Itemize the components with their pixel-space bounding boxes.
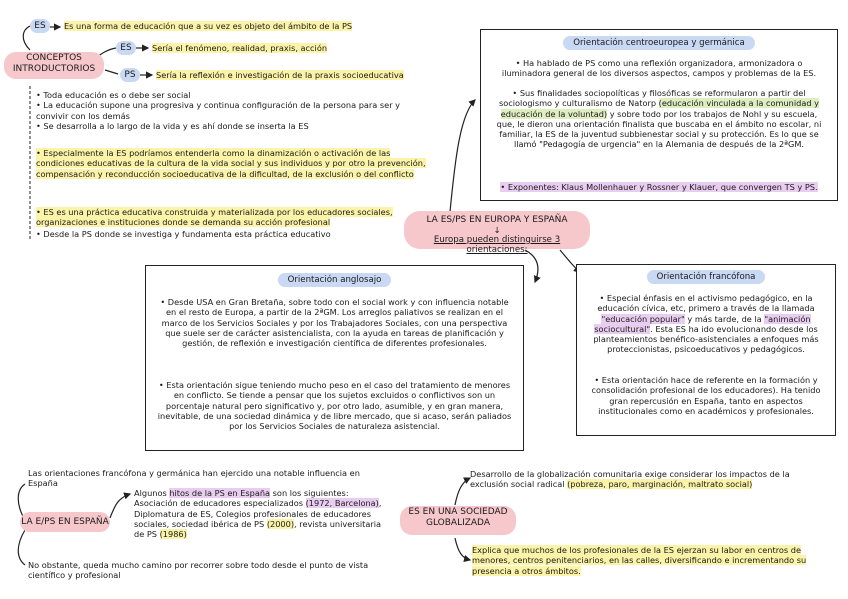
francofona-box — [576, 264, 836, 436]
germanica-header: Orientación centroeuropea y germánica — [563, 36, 755, 50]
espana-label: LA E/PS EN ESPAÑA — [20, 512, 110, 532]
bullet-especialmente: • Especialmente la ES podríamos entenderla como la dinamización o activación de las condiciones educativas de la cultura de la vida social y sus individuos y por otro la prevención, compensación y reconducción socioeducativa de la dificultad, de la exclusión o del conflicto — [36, 148, 426, 179]
es-definition: Es una forma de educación que a su vez es objeto del ámbito de la PS — [64, 21, 353, 31]
ps-badge: PS — [120, 68, 140, 82]
es-phenomenon-text: Sería el fenómeno, realidad, praxis, acción — [152, 43, 328, 53]
germanica-p1: • Ha hablado de PS como una reflexión organizadora, armonizadora o iluminadora general de los diversos aspectos, campos y problemas de la ES. — [501, 58, 817, 79]
espana-bottom-text: No obstante, queda mucho camino por recorrer sobre todo desde el punto de vista científico y profesional — [28, 560, 369, 581]
centro-title: LA ES/PS EN EUROPA Y ESPAÑA — [426, 215, 568, 225]
bullet-practica-educativa: • ES es una práctica educativa construida y materializada por los educadores sociales, organizaciones e instituciones donde se demanda su acción profesional — [36, 207, 393, 228]
bullet-desde-ps: • Desde la PS donde se investiga y fundamenta esta práctica educativo — [36, 229, 331, 239]
ps-connector — [105, 70, 118, 74]
globalizada-bottom-text: Explica que muchos de los profesionales de la ES ejerzan su labor en centros de menores, centros penitenciarios, en las calles, diversificando e incrementando su presencia a otros ámbitos. — [472, 545, 807, 576]
centro-to-germanica — [450, 100, 475, 212]
anglosajo-box — [145, 265, 524, 451]
bullet-configuracion: • La educación supone una progresiva y continua configuración de la persona para ser y convivir con los demás — [36, 100, 401, 121]
bullet-toda-educacion: • Toda educación es o debe ser social — [36, 90, 191, 100]
espana-hitos-text: Algunos hitos de la PS en España son los siguientes: Asociación de educadores especializados (1972, Barcelona), Diplomatura de ES, Colegios profesionales de educadores sociales, sociedad ibérica de PS (2000), revista universitaria de PS (1986) — [134, 488, 382, 540]
espana-hitos-connector — [110, 494, 130, 518]
espana-top-text: Las orientaciones francófona y germánica han ejercido una notable influencia en España — [28, 468, 360, 489]
anglosajo-p1: • Desde USA en Gran Bretaña, sobre todo con el social work y con influencia notable en el resto de Europa, a partir de la 2ªGM. Los arreglos paliativos se realizan en el marco de los Servicios Sociales y por los Trabajadores Sociales, con una perspectiva que suele ser de carácter asistencialista, con la ayuda en tareas de planificación y gestión, de reflexión e investigación científica de diferentes profesionales. — [160, 297, 509, 349]
es-badge-secondary: ES — [116, 41, 136, 55]
francofona-header: Orientación francófona — [647, 270, 766, 284]
anglosajo-header: Orientación anglosajo — [278, 273, 392, 287]
francofona-p2: • Esta orientación hace de referente en la formación y consolidación profesional de los educadores). Ha tenido gran repercusión en España, tanto en aspectos institucionales como en académicos y profesionales. — [591, 375, 821, 416]
intro-bullets — [36, 90, 421, 131]
germanica-p3: • Exponentes: Klaus Mollenhauer y Rossner y Klauer, que convergen TS y PS. — [500, 182, 818, 192]
espana-bottom-connector — [18, 530, 25, 565]
ps-reflection-text: Sería la reflexión e investigación de la praxis socioeducativa — [156, 70, 404, 80]
es-badge: ES — [30, 19, 50, 33]
centro-title-pill — [404, 211, 590, 255]
globalizada-label: ES EN UNA SOCIEDAD GLOBALIZADA — [400, 506, 516, 535]
germanica-box — [480, 29, 838, 201]
global-top-connector — [455, 478, 470, 505]
bullet-lo-largo-vida: • Se desarrolla a lo largo de la vida y es ahí donde se inserta la ES — [36, 120, 309, 131]
centro-subtitle: Europa pueden distinguirse 3 orientaciones: — [433, 234, 561, 255]
intro-connector — [23, 26, 30, 50]
conceptos-introductorios-label: CONCEPTOS INTRODUCTORIOS — [4, 52, 104, 79]
global-bottom-connector — [455, 538, 470, 560]
centro-arrow: ↓ — [493, 224, 501, 235]
globalizada-top-text: Desarrollo de la globalización comunitaria exige considerar los impactos de la exclusión social radical (pobreza, paro, marginación, maltrato social) — [470, 469, 790, 490]
anglosajo-p2: • Esta orientación sigue teniendo mucho peso en el caso del tratamiento de menores en conflicto. Se tiende a pensar que los sujetos excluidos o conflictivos son un porcentaje natural pero significativo y, por otro lado, asumible, y en gran manera, inevitable, de una sociedad dinámica y de libre mercado, que si acaso, serán paliados por los Servicios Sociales de naturaleza asistencial. — [157, 380, 512, 432]
francofona-p1: • Especial énfasis en el activismo pedagógico, en la educación cívica, etc, primero a través de la llamada "educación popular" y más tarde, de la "animación sociocultural". Esta ES ha ido evolucionando desde los planteamientos benéfico-asistenciales a enfoques más proteccionistas, psicoeducativos y pedagógicos. — [593, 293, 819, 355]
germanica-p2: • Sus finalidades sociopolíticas y filosóficas se reformularon a partir del sociologismo y culturalismo de Natorp (educación vinculada a la comunidad y educación de la voluntad) y sobre todo por los trabajos de Nohl y su escuela, que, le dieron una orientación finalista que buscaba en el ámbito no escolar, ni familiar, la ES de la juventud subbienestar social y su protección. Es lo que se llamó "Pedagogía de urgencia" en la Alemania de después de la 2ªGM. — [496, 88, 822, 150]
